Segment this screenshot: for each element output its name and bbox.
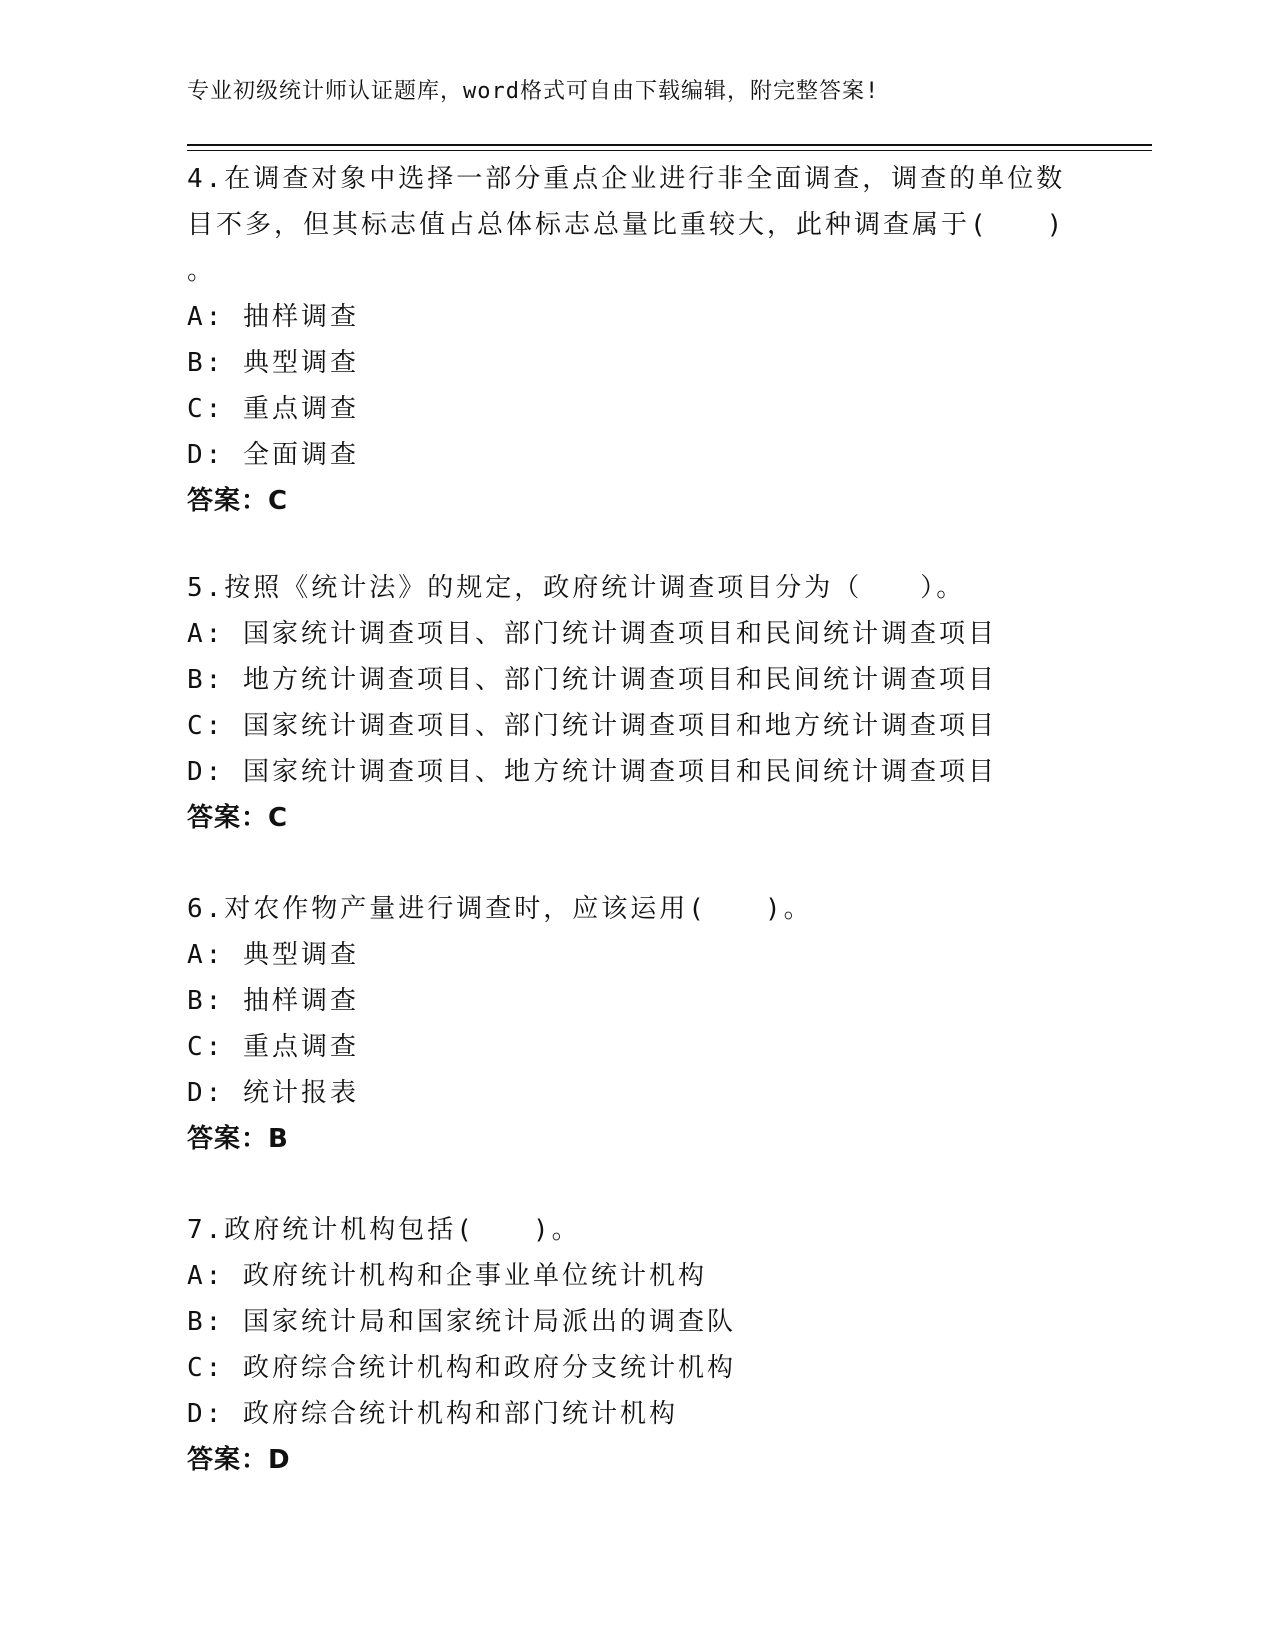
question-stem-line: 5.按照《统计法》的规定，政府统计调查项目分为（ ）。	[187, 573, 966, 603]
option-c: C: 政府综合统计机构和政府分支统计机构	[187, 1353, 736, 1383]
header-divider	[187, 144, 1152, 151]
option-c: C: 重点调查	[187, 1032, 359, 1062]
option-a: A: 政府统计机构和企事业单位统计机构	[187, 1261, 707, 1291]
question-6	[187, 886, 1087, 1162]
option-a: A: 国家统计调查项目、部门统计调查项目和民间统计调查项目	[187, 619, 997, 649]
option-b: B: 地方统计调查项目、部门统计调查项目和民间统计调查项目	[187, 665, 997, 695]
question-stem-line: 7.政府统计机构包括( )。	[187, 1215, 581, 1245]
answer-line: 答案：D	[187, 1445, 291, 1475]
option-d: D: 国家统计调查项目、地方统计调查项目和民间统计调查项目	[187, 757, 997, 787]
option-b: B: 抽样调查	[187, 986, 359, 1016]
answer-line: 答案：B	[187, 1124, 289, 1154]
option-d: D: 政府综合统计机构和部门统计机构	[187, 1399, 678, 1429]
question-4	[187, 156, 1087, 524]
option-c: C: 国家统计调查项目、部门统计调查项目和地方统计调查项目	[187, 711, 997, 741]
question-5	[187, 565, 1087, 841]
question-stem-line: 4.在调查对象中选择一部分重点企业进行非全面调查，调查的单位数	[187, 164, 1066, 194]
page-header: 专业初级统计师认证题库，word格式可自由下载编辑，附完整答案!	[187, 79, 880, 104]
answer-line: 答案：C	[187, 486, 289, 516]
question-stem-line: 6.对农作物产量进行调查时，应该运用( )。	[187, 894, 813, 924]
option-b: B: 典型调查	[187, 348, 359, 378]
option-a: A: 抽样调查	[187, 302, 359, 332]
question-7	[187, 1207, 1087, 1483]
option-b: B: 国家统计局和国家统计局派出的调查队	[187, 1307, 736, 1337]
option-a: A: 典型调查	[187, 940, 359, 970]
option-d: D: 统计报表	[187, 1078, 359, 1108]
option-c: C: 重点调查	[187, 394, 359, 424]
question-stem-line: 目不多，但其标志值占总体标志总量比重较大，此种调查属于( )	[187, 210, 1066, 240]
answer-line: 答案：C	[187, 803, 289, 833]
question-stem-line: 。	[187, 256, 217, 286]
option-d: D: 全面调查	[187, 440, 359, 470]
